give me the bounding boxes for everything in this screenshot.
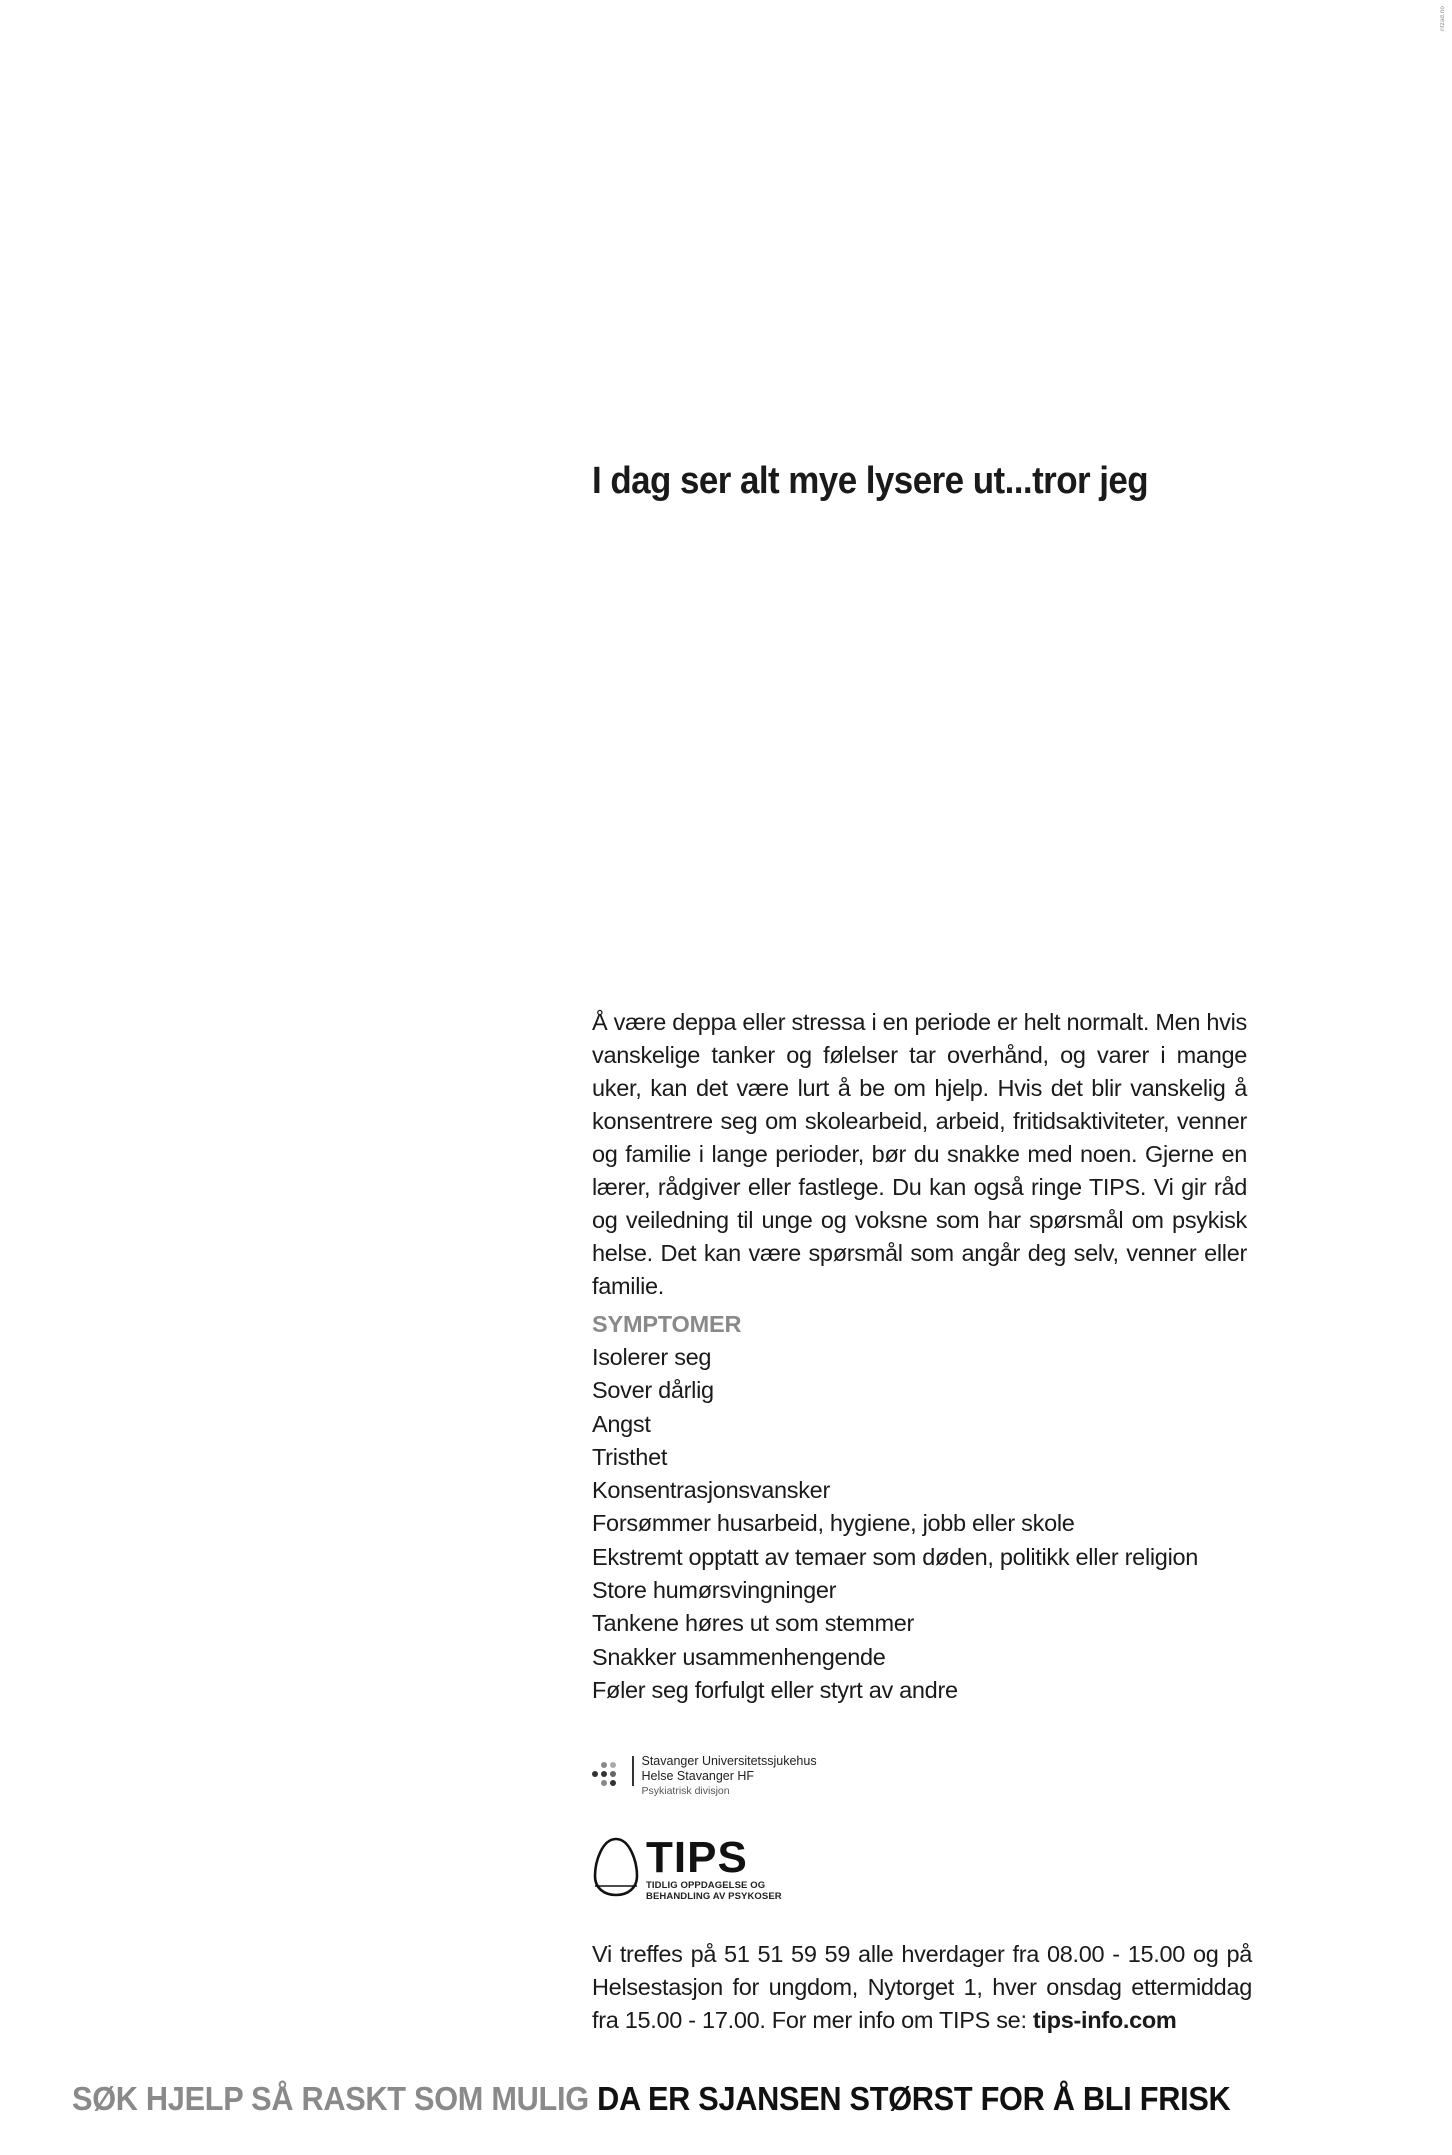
- symptom-item: Tankene høres ut som stemmer: [592, 1610, 915, 1637]
- contact-text: Vi treffes på 51 51 59 59 alle hverdager fra 08.00 - 15.00 og på Helsestasjon for ungdom, Nytorget 1, hver onsdag ettermiddag fra 15.00 - 17.00. For mer info om TIPS se:: [592, 1941, 1252, 2033]
- symptom-item: Sover dårlig: [592, 1377, 714, 1404]
- tagline: [72, 2080, 1230, 2118]
- tagline-grey: SØK HJELP SÅ RASKT SOM MULIG: [72, 2080, 589, 2117]
- hospital-name-block: [642, 1754, 817, 1798]
- hospital-name: Stavanger Universitetssjukehus: [641, 1754, 817, 1768]
- symptom-item: Isolerer seg: [592, 1344, 712, 1370]
- symptom-item: Forsømmer husarbeid, hygiene, jobb eller skole: [592, 1510, 1075, 1537]
- hospital-logo: [592, 1754, 817, 1798]
- logo-divider: [632, 1756, 634, 1786]
- headline: I dag ser alt mye lysere ut...tror jeg: [592, 460, 1149, 502]
- tips-subtitle-line-2: BEHANDLING AV PSYKOSER: [646, 1891, 782, 1902]
- symptom-item: Store humørsvingninger: [592, 1577, 837, 1604]
- contact-info: [592, 1938, 1252, 2037]
- symptom-item: Tristhet: [592, 1443, 668, 1470]
- symptom-item: Angst: [592, 1410, 651, 1437]
- tips-wordmark: [646, 1833, 782, 1902]
- symptom-item: Ekstremt opptatt av temaer som døden, politikk eller religion: [592, 1543, 1199, 1570]
- symptom-item: Konsentrasjonsvansker: [592, 1477, 830, 1504]
- agency-credit: ritzad.no: [1440, 6, 1446, 31]
- symptom-item: Føler seg forfulgt eller styrt av andre: [592, 1676, 958, 1703]
- tagline-black: DA ER SJANSEN STØRST FOR Å BLI FRISK: [597, 2080, 1231, 2117]
- website-link[interactable]: tips-info.com: [1032, 2007, 1177, 2033]
- egg-icon: [592, 1836, 640, 1898]
- symptom-item: Snakker usammenhengende: [592, 1643, 886, 1670]
- tips-logo: [592, 1833, 782, 1902]
- symptoms-section: [592, 1308, 1292, 1707]
- symptom-list: [592, 1341, 1292, 1707]
- tips-name: TIPS: [646, 1833, 748, 1882]
- hospital-dots-icon: [592, 1758, 624, 1790]
- hospital-division: Psykiatrisk divisjon: [641, 1785, 730, 1797]
- symptoms-heading: SYMPTOMER: [592, 1311, 742, 1337]
- tips-subtitle-line-1: TIDLIG OPPDAGELSE OG: [646, 1880, 766, 1891]
- hospital-org: Helse Stavanger HF: [641, 1769, 755, 1783]
- body-paragraph: Å være deppa eller stressa i en periode er helt normalt. Men hvis vanskelige tanker og følelser tar overhånd, og varer i mange uker, kan det være lurt å be om hjelp. Hvis det blir vanskelig å konsentrere seg om skolearbeid, arbeid, fritidsaktiviteter, venner og familie i lange perioder, bør du snakke med noen. Gjerne en lærer, rådgiver eller fastlege. Du kan også ringe TIPS. Vi gir råd og veiledning til unge og voksne som har spørsmål om psykisk helse. Det kan være spørsmål som angår deg selv, venner eller familie.: [592, 1009, 1247, 1299]
